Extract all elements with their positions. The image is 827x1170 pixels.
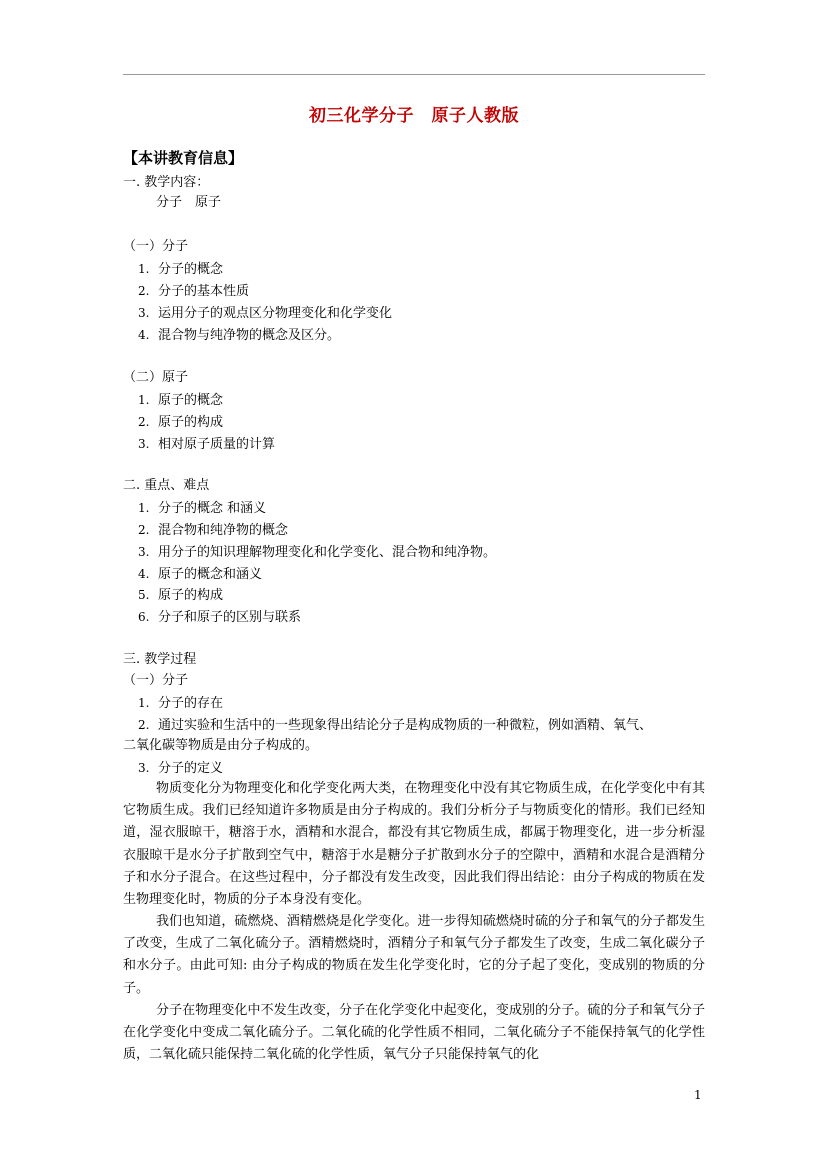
list-item: 6. 分子和原子的区别与联系 [138, 610, 302, 625]
part3-heading: 三. 教学过程 [123, 652, 197, 667]
sub2-heading: （二）原子 [123, 370, 189, 385]
list-item: 3. 相对原子质量的计算 [138, 437, 276, 452]
list-item: 4. 原子的概念和涵义 [138, 567, 263, 582]
list-item-continuation: 二氧化碳等物质是由分子构成的。 [123, 738, 319, 753]
list-item: 2. 通过实验和生活中的一些现象得出结论分子是构成物质的一种微粒，例如酒精、氧气、 [138, 718, 653, 733]
part1-heading: 一. 教学内容： [123, 175, 210, 190]
list-item: 3. 用分子的知识理解物理变化和化学变化、混合物和纯净物。 [138, 545, 497, 560]
list-item: 1. 分子的概念 [138, 262, 224, 277]
paragraph-1: 物质变化分为物理变化和化学变化两大类，在物理变化中没有其它物质生成，在化学变化中有其它物质生成。我们已经知道许多物质是由分子构成的。我们分析分子与物质变化的情形。我们已经知道，湿衣服晾干，糖溶于水，酒精和水混合，都没有其它物质生成，都属于物理变化，进一步分析湿衣服晾干是水分子扩散到空气中，糖溶于水是糖分子扩散到水分子的空隙中，酒精和水混合是酒精分子和水分子混合。在这些过程中，分子都没有发生改变，因此我们得出结论：由分子构成的物质在发生物理变化时，物质的分子本身没有变化。 [123, 781, 705, 908]
list-item: 2. 混合物和纯净物的概念 [138, 523, 289, 538]
list-item: 4. 混合物与纯净物的概念及区分。 [138, 328, 341, 343]
list-item: 1. 分子的存在 [138, 696, 224, 711]
part3-subheading: （一）分子 [123, 673, 189, 688]
document-title: 初三化学分子 原子人教版 [309, 106, 519, 126]
list-item: 3. 分子的定义 [138, 761, 224, 776]
sub1-heading: （一）分子 [123, 239, 189, 254]
page-number: 1 [694, 1088, 702, 1102]
section-heading: 【本讲教育信息】 [123, 149, 244, 167]
list-item: 1. 原子的概念 [138, 393, 224, 408]
list-item: 3. 运用分子的观点区分物理变化和化学变化 [138, 306, 393, 321]
part1-topic: 分子 原子 [156, 195, 222, 210]
paragraph-3: 分子在物理变化中不发生改变，分子在化学变化中起变化，变成别的分子。硫的分子和氧气分子在化学变化中变成二氧化硫分子。二氧化硫的化学性质不相同，二氧化硫分子不能保持氧气的化学性质，二氧化硫只能保持二氧化硫的化学性质，氧气分子只能保持氧气的化 [123, 1003, 705, 1063]
list-item: 2. 分子的基本性质 [138, 284, 250, 299]
header-rule [123, 74, 705, 75]
paragraph-2: 我们也知道，硫燃烧、酒精燃烧是化学变化。进一步得知硫燃烧时硫的分子和氧气的分子都发生了改变，生成了二氧化硫分子。酒精燃烧时，酒精分子和氧气分子都发生了改变，生成二氧化碳分子和水分子。由此可知: 由分子构成的物质在发生化学变化时，它的分子起了变化，变成别的物质的分子。 [123, 914, 705, 996]
part2-heading: 二. 重点、难点 [123, 478, 210, 493]
list-item: 2. 原子的构成 [138, 415, 224, 430]
list-item: 5. 原子的构成 [138, 588, 224, 603]
list-item: 1. 分子的概念 和涵义 [138, 501, 267, 516]
